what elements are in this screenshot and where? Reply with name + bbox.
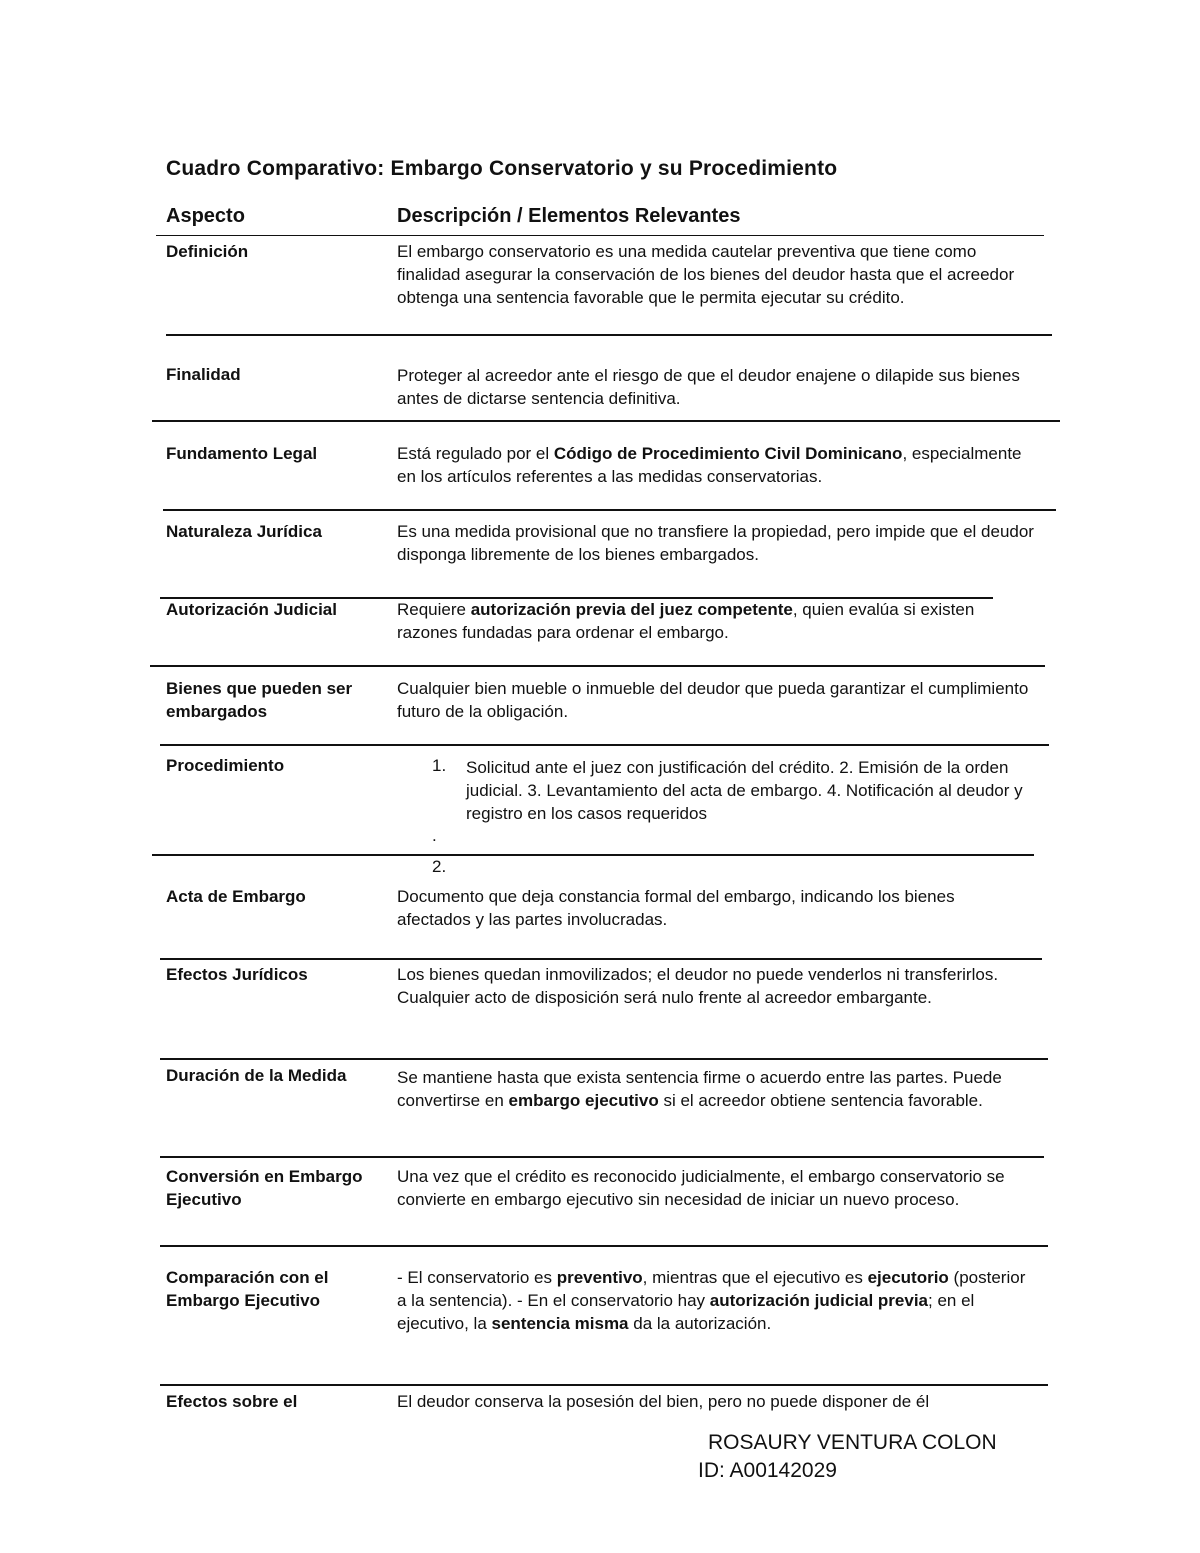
list-dot: . <box>432 826 437 845</box>
desc-bienes: Cualquier bien mueble o inmueble del deudor que pueda garantizar el cumplimiento futuro de la obligación. <box>397 679 1029 721</box>
desc-duracion: Se mantiene hasta que exista sentencia firme o acuerdo entre las partes. Puede convertirse en embargo ejecutivo si el acreedor obtiene sentencia favorable. <box>397 1068 1002 1110</box>
desc-procedimiento: Solicitud ante el juez con justificación del crédito. 2. Emisión de la orden judicial. 3. Levantamiento del acta de embargo. 4. Notificación al deudor y registro en los casos requeridos <box>466 758 1023 823</box>
row-divider <box>163 509 1056 511</box>
desc-efectos-sobre: El deudor conserva la posesión del bien, pero no puede disponer de él <box>397 1392 930 1411</box>
document-title: Cuadro Comparativo: Embargo Conservatorio y su Procedimiento <box>166 157 838 180</box>
author-id: ID: A00142029 <box>698 1459 837 1482</box>
aspect-procedimiento: Procedimiento <box>166 756 285 775</box>
desc-fundamento-legal: Está regulado por el Código de Procedimiento Civil Dominicano, especialmente en los artículos referentes a las medidas conservatorias. <box>397 444 1022 486</box>
desc-acta-embargo: Documento que deja constancia formal del embargo, indicando los bienes afectados y las partes involucradas. <box>397 887 955 929</box>
aspect-naturaleza-juridica: Naturaleza Jurídica <box>166 522 322 541</box>
aspect-fundamento-legal: Fundamento Legal <box>166 444 318 463</box>
column-header-description: Descripción / Elementos Relevantes <box>397 205 741 227</box>
row-divider <box>160 1384 1048 1386</box>
desc-autorizacion-judicial: Requiere autorización previa del juez competente, quien evalúa si existen razones fundadas para ordenar el embargo. <box>397 600 975 642</box>
desc-efectos-juridicos: Los bienes quedan inmovilizados; el deudor no puede venderlos ni transferirlos. Cualquier acto de disposición será nulo frente al acreedor embargante. <box>397 965 999 1007</box>
row-divider <box>166 334 1052 336</box>
desc-definicion: El embargo conservatorio es una medida cautelar preventiva que tiene como finalidad asegurar la conservación de los bienes del deudor hasta que el acreedor obtenga una sentencia favorable que le permita ejecutar su crédito. <box>397 242 1015 307</box>
row-divider <box>160 958 1042 960</box>
row-divider <box>152 854 1034 856</box>
aspect-acta-embargo: Acta de Embargo <box>166 887 306 906</box>
aspect-duracion: Duración de la Medida <box>166 1066 347 1085</box>
aspect-finalidad: Finalidad <box>166 365 241 384</box>
list-number-2: 2. <box>432 857 447 876</box>
column-header-aspect: Aspecto <box>166 205 245 227</box>
row-divider <box>160 744 1049 746</box>
aspect-conversion: Conversión en Embargo Ejecutivo <box>166 1167 363 1209</box>
aspect-efectos-sobre: Efectos sobre el <box>166 1392 298 1411</box>
aspect-comparacion: Comparación con el Embargo Ejecutivo <box>166 1268 329 1310</box>
list-number-1: 1. <box>432 756 447 775</box>
row-divider <box>160 1245 1048 1247</box>
aspect-autorizacion-judicial: Autorización Judicial <box>166 600 337 619</box>
row-divider <box>160 1058 1048 1060</box>
desc-comparacion: - El conservatorio es preventivo, mientras que el ejecutivo es ejecutorio (posterior a la sentencia). - En el conservatorio hay autorización judicial previa; en el ejecutivo, la sentencia misma da la autorización. <box>397 1268 1026 1333</box>
aspect-bienes: Bienes que pueden ser embargados <box>166 679 353 721</box>
row-divider <box>160 1156 1044 1158</box>
row-divider <box>150 665 1045 667</box>
desc-finalidad: Proteger al acreedor ante el riesgo de que el deudor enajene o dilapide sus bienes antes de dictarse sentencia definitiva. <box>397 366 1020 408</box>
desc-conversion: Una vez que el crédito es reconocido judicialmente, el embargo conservatorio se convierte en embargo ejecutivo sin necesidad de iniciar un nuevo proceso. <box>397 1167 1005 1209</box>
row-divider <box>152 420 1060 422</box>
desc-naturaleza-juridica: Es una medida provisional que no transfiere la propiedad, pero impide que el deudor disponga libremente de los bienes embargados. <box>397 522 1034 564</box>
header-rule <box>156 235 1044 236</box>
aspect-definicion: Definición <box>166 242 249 261</box>
author-name: ROSAURY VENTURA COLON <box>708 1431 997 1454</box>
aspect-efectos-juridicos: Efectos Jurídicos <box>166 965 308 984</box>
